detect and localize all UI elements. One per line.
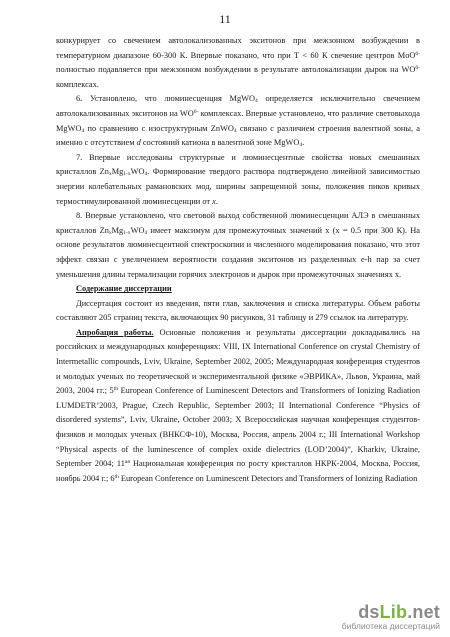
paragraph-finding-7: 7. Впервые исследованы структурные и люминесцентные свойства новых смешанных кристаллов $Zn_xMg_{1-x}WO_4$. Формирование твердого раствора подтверждено линейной зависимостью энергии колебательных рамановских мод, ширины запрещенной зоны, положения пиков кривых термостимулированной люминесценции от x. [56,152,420,206]
paragraph-finding-6: 6. Установлено, что люминесценция MgWO$_4$ определяется исключительно свечением автолокализованных экситонов на $WO^{6-}$ комплексах. Впервые установлено, что различие световыхода MgWO$_4$ по сравнению с изоструктурным ZnWO$_4$ связано с различием строения валентной зоны, а именно с отсутствием d состояний катиона в валентной зоне MgWO$_4$. [56,94,421,149]
section-heading-contents: Содержание диссертации [76,284,172,294]
dslib-logo: dsLib.net [358,602,440,622]
dslib-watermark [342,603,440,631]
document-body [56,34,420,486]
paragraph-finding-8: 8. Впервые установлено, что световой выход собственной люминесценции АЛЭ в смешанных кристаллов $Zn_xMg_{1-x}WO_4$ имеет максимум для промежуточных значений x (x = 0.5 при 300 К). На основе результатов люминесцентной спектроскопии и численного моделирования показано, что этот эффект связан с увеличением вероятности создания экситонов из разделенных e-h пар за счет уменьшения длины термализации горячих электронов и дырок при промежуточных значениях x. [56,211,420,279]
page-number: 11 [219,12,231,26]
paragraph-contents: Диссертация состоит из введения, пяти глав, заключения и списка литературы. Объем работы составляют 205 страниц текста, включающих 90 рисунков, 31 таблицу и 279 ссылок на литературу. [56,298,420,323]
paragraph-intro-continuation: конкурирует со свечением автолокализованных экситонов при межзонном возбуждении в температурном диапазоне 60-300 К. Впервые показано, что при Т < 60 К свечение центров MoO$^{6-}$ полностью подавляется при межзонном возбуждении в результате автолокализации дырок на $WO^{6-}$ комплексах. [56,36,420,89]
approbation-heading: Апробация работы. [76,327,154,337]
paragraph-approbation: Апробация работы. Основные положения и результаты диссертации докладывались на российских и международных конференциях: VIII, IX International Conference on crystal Chemistry of Intermetallic compounds, Lviv, Ukraine, September 2002, 2005; Международная конференция студентов и молодых ученых по теоретической и экспериментальной физике «ЭВРИКА», Львов, Украина, май 2003, 2004 гг.; 5th European Conference of Luminescent Detectors and Transformers of Ionizing Radiation LUMDETR’2003, Prague, Czech Republic, September 2003; II International Conference “Physics of disordered systems”, Lviv, Ukraine, October 2003; X Всероссийская научная конференция студентов-физиков и молодых ученых (ВНКСФ-10), Москва, Россия, апрель 2004 г.; III International Workshop “Physical aspects of the luminescence of complex oxide dielectrics (LOD’2004)”, Kharkiv, Ukraine, September 2004; $11^{ая}$ Национальная конференция по росту кристаллов НКРК-2004, Москва, Россия, ноябрь 2004 г.; 6th European Conference on Luminescent Detectors and Transformers of Ionizing Radiation [56,327,421,483]
dslib-tagline: библиотека диссертаций [341,621,440,631]
